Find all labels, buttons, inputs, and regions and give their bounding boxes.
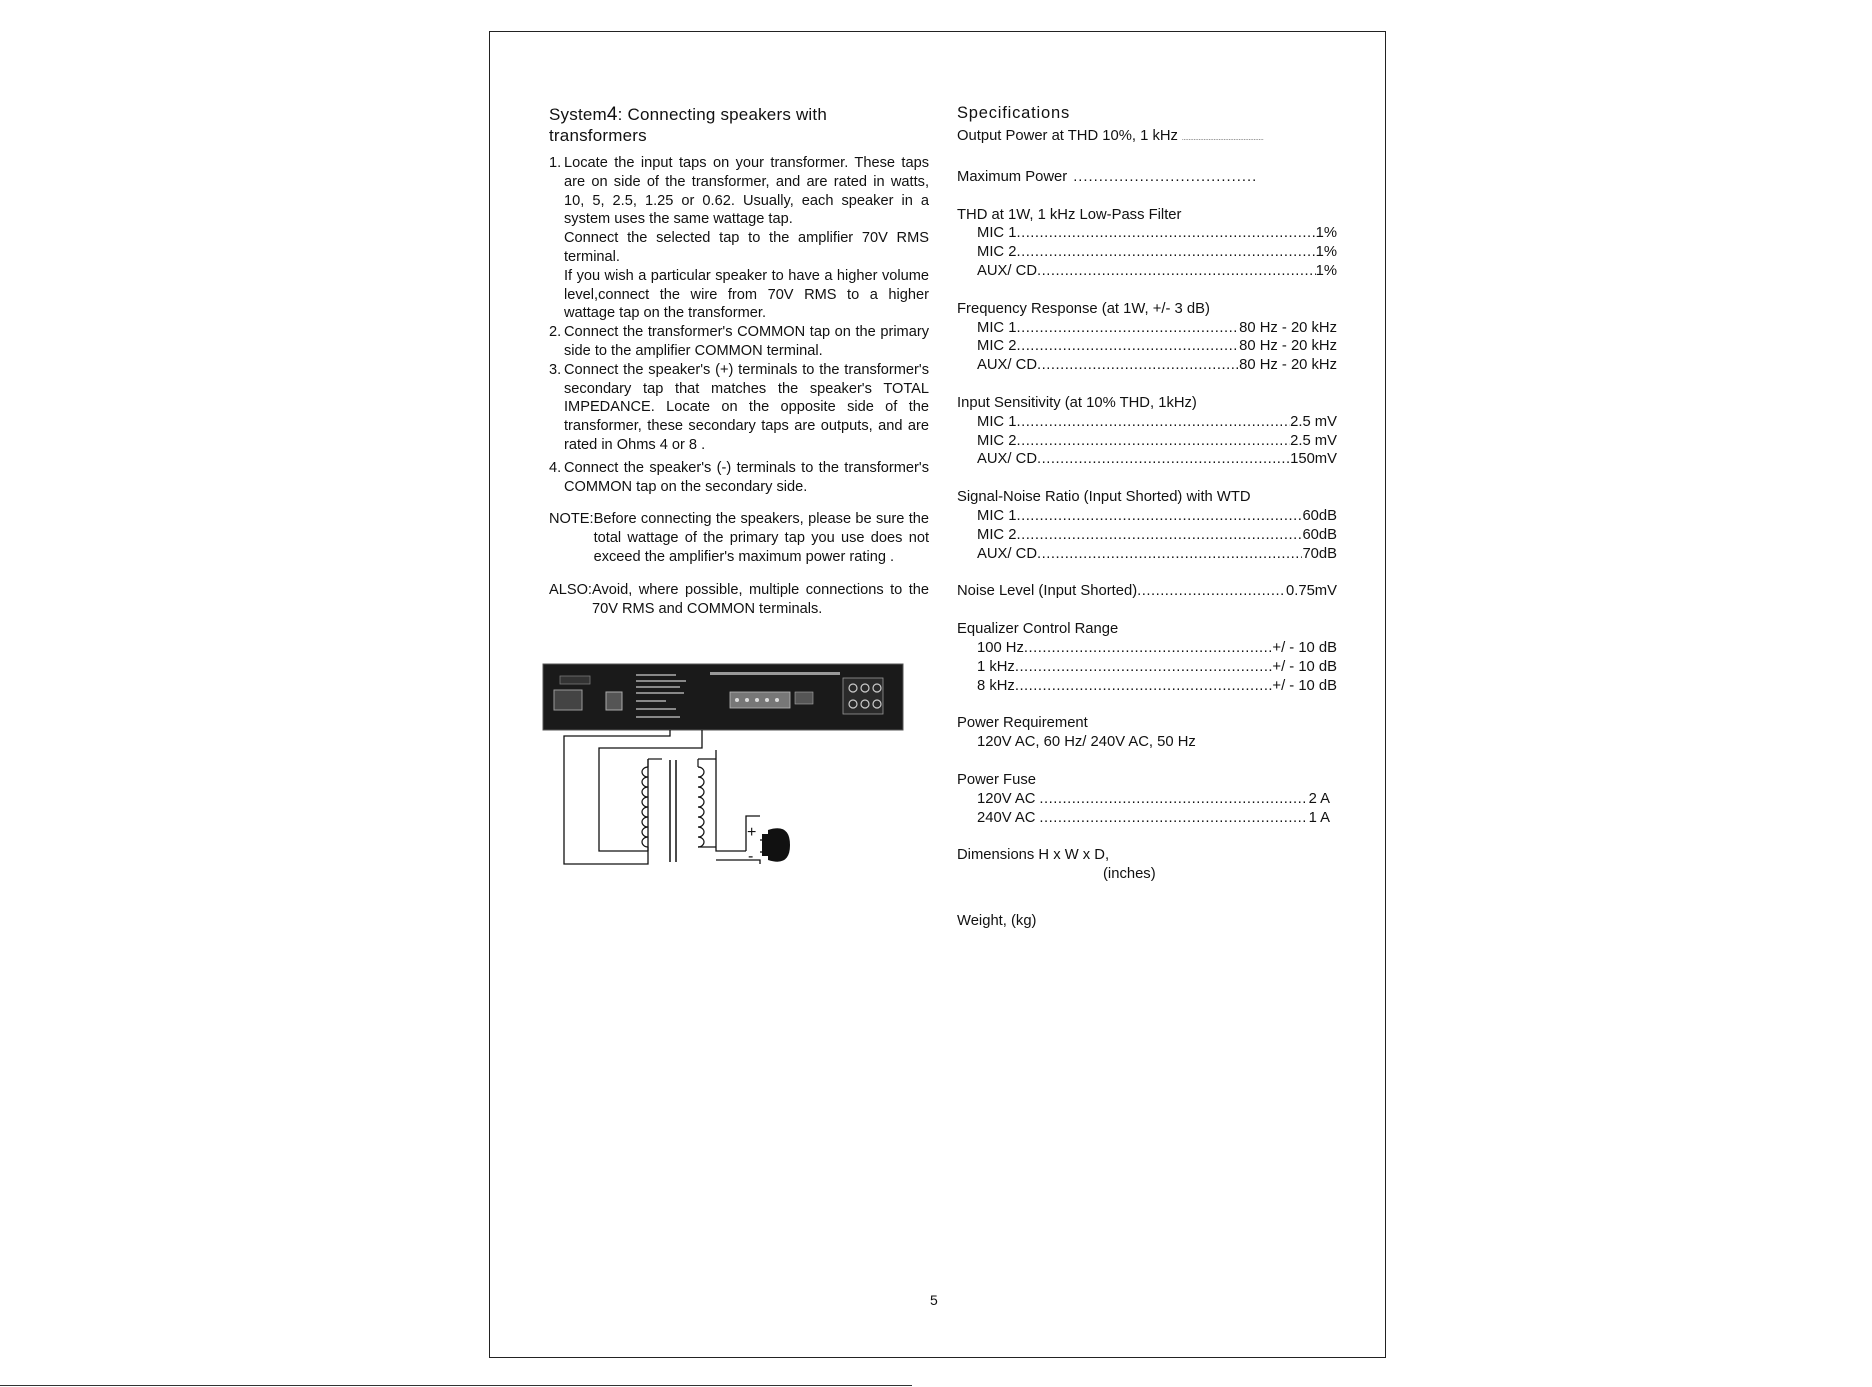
installation-instructions [549,104,929,618]
spec-maximum-power: Maximum Power .................................... [957,168,1258,185]
step-1: 1. Locate the input taps on your transformer. These taps are on side of the transformer, and are rated in watts, 10, 5, 2.5, 1.25 or 0.62. Usually, each speaker in a system uses the same wattage tap. Connect the selected tap to the amplifier 70V RMS terminal. If you wish a particular speaker to have a higher volume level,connect the wire from 70V RMS to a higher wattage tap on the transformer. [549,155,929,322]
transformer-secondary-coil [698,759,716,847]
connection-wires [564,730,760,864]
wiring-diagram [540,662,906,902]
spec-equalizer: Equalizer Control Range 100 Hz ..... +/ - 10 dB 1 kHz ..... +/ - 10 dB 8 kHz ..... +/ - 10 dB [957,620,1337,695]
spec-noise-level: Noise Level (Input Shorted) ..... 0.75mV [957,582,1337,601]
page-number: 5 [930,1292,938,1308]
bottom-divider [0,1385,912,1386]
specifications-title: Specifications [957,104,1071,122]
speaker-icon [760,828,790,861]
spec-power-fuse: Power Fuse 120V AC ..... 2 A 240V AC ..... 1 A [957,771,1330,827]
minus-label: - [748,848,754,865]
amplifier-rear-panel [543,664,903,730]
spec-frequency-response: Frequency Response (at 1W, +/- 3 dB) MIC 1 ..... 80 Hz - 20 kHz MIC 2 ..... 80 Hz - 20 kHz AUX/ CD ..... 80 Hz - 20 kHz [957,300,1337,375]
step-3: 3. Connect the speaker's (+) terminals to the transformer's secondary tap that matches the speaker's TOTAL IMPEDANCE. Locate on the opposite side of the transformer, these secondary taps are outputs, and are rated in Ohms 4 or 8 . [549,361,929,453]
spec-weight: Weight, (kg) [957,912,1037,929]
spec-power-requirement: Power Requirement 120V AC, 60 Hz/ 240V AC, 50 Hz [957,715,1196,751]
transformer-core [670,760,676,862]
spec-output-power: Output Power at THD 10%, 1 kHz ................................................. [957,128,1264,144]
plus-label: + [747,824,757,841]
transformer-primary-coil [642,759,662,851]
spec-dimensions: Dimensions H x W x D, (inches) [957,847,1156,883]
note: NOTE: Before connecting the speakers, please be sure the total wattage of the primary tap you use does not exceed the amplifier's maximum power rating . [549,511,929,565]
specifications [957,104,1337,950]
spec-signal-noise-ratio: Signal-Noise Ratio (Input Shorted) with WTD MIC 1 ..... 60dB MIC 2 ..... 60dB AUX/ CD ..... 70dB [957,488,1337,563]
spec-thd: THD at 1W, 1 kHz Low-Pass Filter MIC 1 ..... 1% MIC 2 ..... 1% AUX/ CD ..... 1% [957,206,1337,281]
also-note: ALSO: Avoid, where possible, multiple connections to the 70V RMS and COMMON terminals. [549,581,929,617]
section-title: System4: Connecting speakers with transformers [549,104,827,145]
spec-input-sensitivity: Input Sensitivity (at 10% THD, 1kHz) MIC 1 ..... 2.5 mV MIC 2 ..... 2.5 mV AUX/ CD ..... 150mV [957,394,1337,469]
step-4: 4. Connect the speaker's (-) terminals to the transformer's COMMON tap on the secondary side. [549,459,929,495]
step-2: 2. Connect the transformer's COMMON tap on the primary side to the amplifier COMMON terminal. [549,324,929,359]
